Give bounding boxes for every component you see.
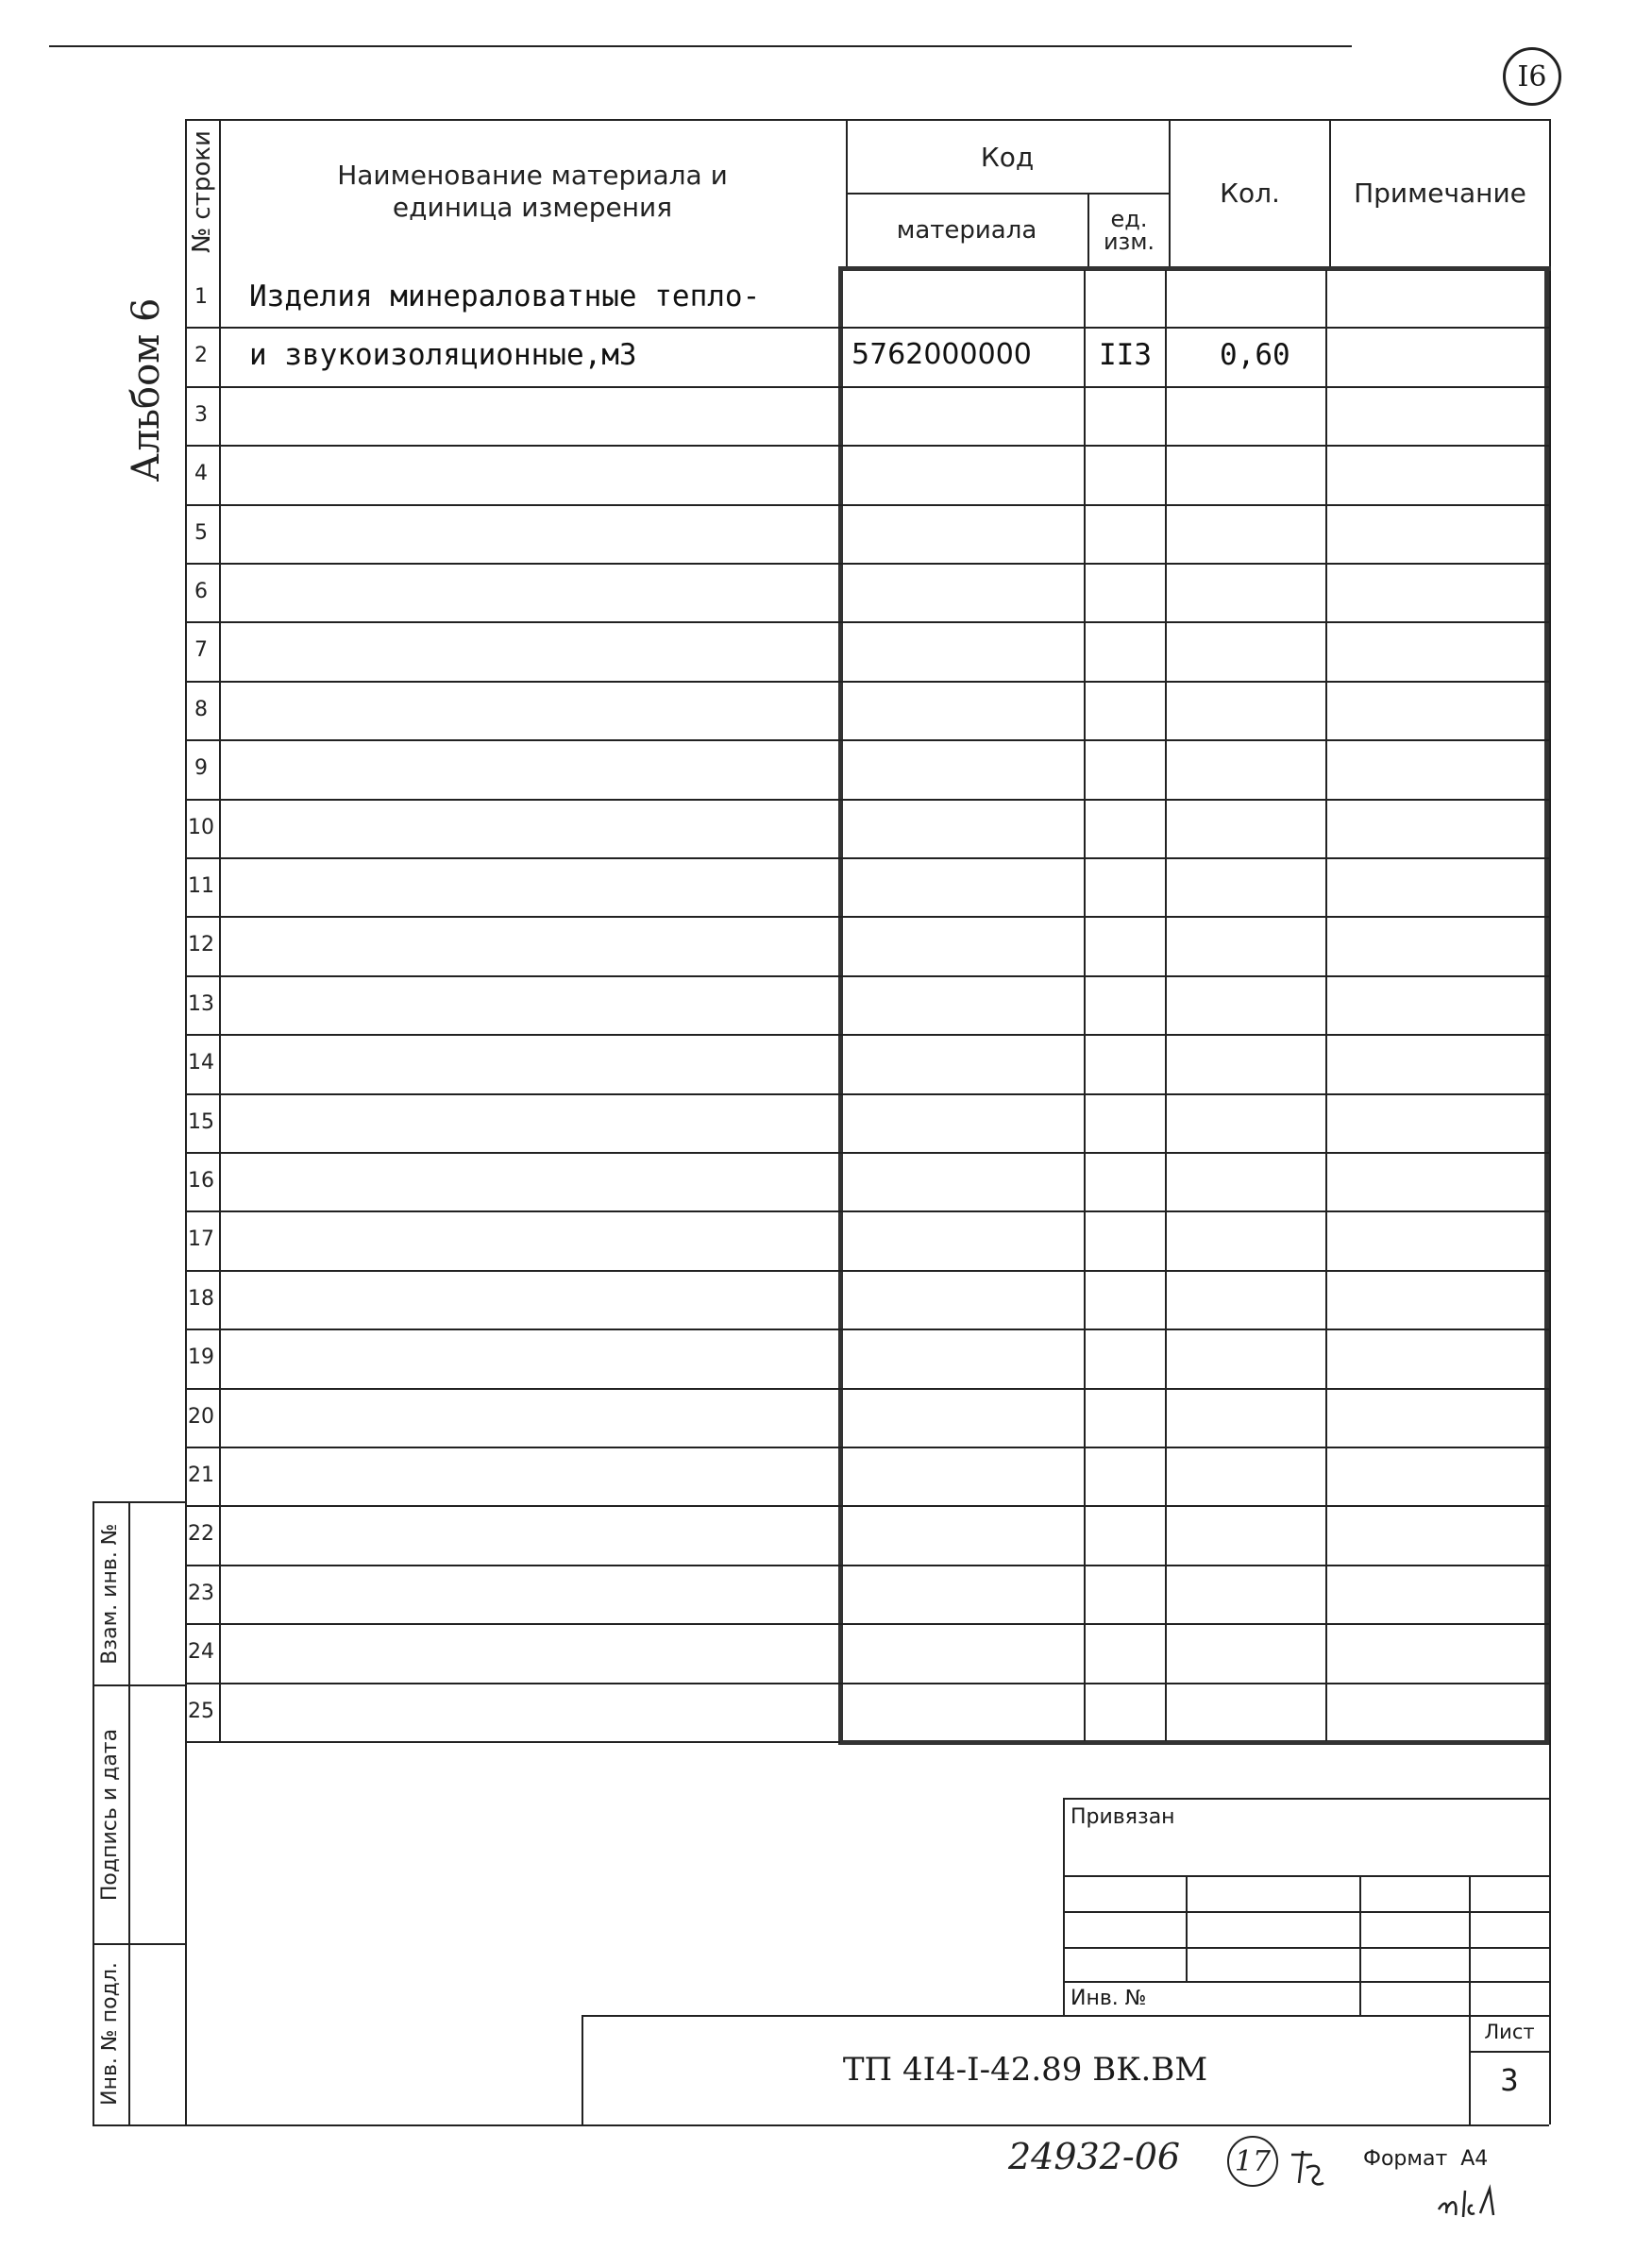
stamp-sign-date: Подпись и дата — [98, 1728, 122, 1902]
row-number: 24 — [188, 1640, 214, 1664]
row-divider — [185, 1034, 1549, 1036]
tb-line-1 — [1063, 1875, 1549, 1877]
circled-number — [1227, 2136, 1278, 2187]
handwritten-code: 24932-06 — [1008, 2136, 1181, 2177]
handwritten-initials-2 — [1435, 2181, 1529, 2228]
row-number: 22 — [188, 1522, 214, 1546]
stamp-inv-orig: Инв. № подл. — [98, 1962, 122, 2106]
format-label: Формат А4 — [1363, 2147, 1489, 2171]
row-number: 9 — [194, 756, 208, 780]
row-divider — [185, 1683, 1549, 1684]
rownum-col-line — [219, 119, 221, 1741]
row-number: 1 — [194, 285, 208, 309]
stamp-inner-line — [128, 1501, 130, 2124]
row-number: 12 — [188, 933, 214, 956]
row-divider — [185, 857, 1549, 859]
tb-line-3 — [1063, 1947, 1549, 1949]
row-number: 13 — [188, 992, 214, 1016]
tb-sheet-label: Лист — [1484, 2021, 1535, 2043]
tb-top — [1063, 1798, 1549, 1800]
data-block-bottom — [838, 1740, 1549, 1745]
row-divider — [185, 1447, 1549, 1448]
stamp-right-lower — [185, 1741, 187, 2124]
data-block-right — [1544, 266, 1549, 1744]
row-divider — [185, 327, 1549, 329]
row-divider — [185, 504, 1549, 506]
top-rule — [49, 45, 1352, 47]
row-divider — [185, 1565, 1549, 1566]
header-row-no: № строки — [188, 130, 216, 253]
sheet-mark-text: I6 — [1517, 59, 1547, 93]
row-divider — [185, 1388, 1549, 1390]
row-number: 25 — [188, 1700, 214, 1723]
row-divider — [185, 563, 1549, 565]
table-right-border — [1549, 119, 1551, 1741]
row-divider — [185, 1093, 1549, 1095]
stamp-sep-1 — [93, 1684, 185, 1686]
row-number: 2 — [194, 344, 208, 367]
tb-inv-label: Инв. № — [1070, 1987, 1147, 2010]
stamp-replace-inv: Взам. инв. № — [98, 1523, 122, 1665]
row-number: 14 — [188, 1051, 214, 1075]
row-number: 18 — [188, 1287, 214, 1311]
header-name — [221, 121, 844, 262]
header-code: Код — [980, 141, 1035, 173]
row-divider — [185, 1329, 1549, 1330]
tb-col-1 — [1186, 1875, 1188, 1981]
row-divider — [185, 1270, 1549, 1272]
header-qty: Кол. — [1220, 177, 1280, 209]
row-divider — [185, 681, 1549, 683]
row-divider — [185, 1210, 1549, 1212]
row-number: 8 — [194, 698, 208, 721]
row-number: 17 — [188, 1227, 214, 1251]
tb-sheet-number: 3 — [1500, 2062, 1519, 2098]
row-name-cell: и звукоизоляционные,м3 — [249, 338, 637, 372]
row-divider — [185, 621, 1549, 623]
circled-number-text: 17 — [1234, 2144, 1272, 2178]
row-number: 19 — [188, 1346, 214, 1369]
header-code-material: материала — [896, 216, 1037, 245]
album-label: Альбом 6 — [125, 297, 168, 482]
row-number: 15 — [188, 1110, 214, 1134]
row-number: 16 — [188, 1169, 214, 1193]
row-divider — [185, 799, 1549, 801]
data-block-top — [838, 266, 1551, 271]
unit-col-line — [1084, 270, 1086, 1741]
row-divider — [185, 445, 1549, 447]
header-name-text: Наименование материала и единица измерения — [337, 160, 728, 223]
tb-designation: ТП 4I4-I-42.89 ВК.ВМ — [842, 2051, 1208, 2089]
frame-bottom — [93, 2124, 1549, 2126]
row-number: 6 — [194, 580, 208, 603]
row-name-cell: Изделия минераловатные тепло- — [249, 279, 761, 313]
row-number: 3 — [194, 403, 208, 427]
row-divider — [185, 916, 1549, 918]
row-number: 7 — [194, 638, 208, 662]
row-number: 23 — [188, 1582, 214, 1605]
tb-col-2 — [1359, 1875, 1361, 2015]
tb-bound-label: Привязан — [1070, 1805, 1175, 1829]
header-note: Примечание — [1354, 177, 1526, 209]
row-number: 20 — [188, 1405, 214, 1429]
tb-sheet-sep — [1469, 2051, 1549, 2053]
row-divider — [185, 739, 1549, 741]
qty-col-line — [1165, 270, 1167, 1741]
row-number: 10 — [188, 816, 214, 839]
row-divider — [185, 975, 1549, 977]
row-number: 11 — [188, 874, 214, 898]
row-divider — [185, 386, 1549, 388]
row-divider — [185, 1152, 1549, 1154]
header-code-unit: ед. изм. — [1103, 206, 1155, 255]
table-bottom-border — [185, 1741, 840, 1743]
tb-line-4 — [1063, 1981, 1549, 1983]
row-code-cell: 5762000000 — [851, 338, 1032, 371]
handwritten-initials-1 — [1286, 2145, 1333, 2192]
tb-line-2 — [1063, 1911, 1549, 1913]
row-divider — [185, 1505, 1549, 1507]
frame-right-lower — [1549, 1741, 1551, 2124]
note-col-line — [1325, 270, 1327, 1741]
stamp-top — [93, 1501, 185, 1503]
row-unit-cell: II3 — [1099, 338, 1152, 372]
sheet-mark — [1503, 47, 1561, 106]
row-divider — [185, 1623, 1549, 1625]
row-number: 21 — [188, 1464, 214, 1487]
row-qty-cell: 0,60 — [1220, 338, 1290, 372]
row-number: 4 — [194, 462, 208, 485]
row-number: 5 — [194, 521, 208, 545]
data-block-left — [838, 266, 843, 1744]
